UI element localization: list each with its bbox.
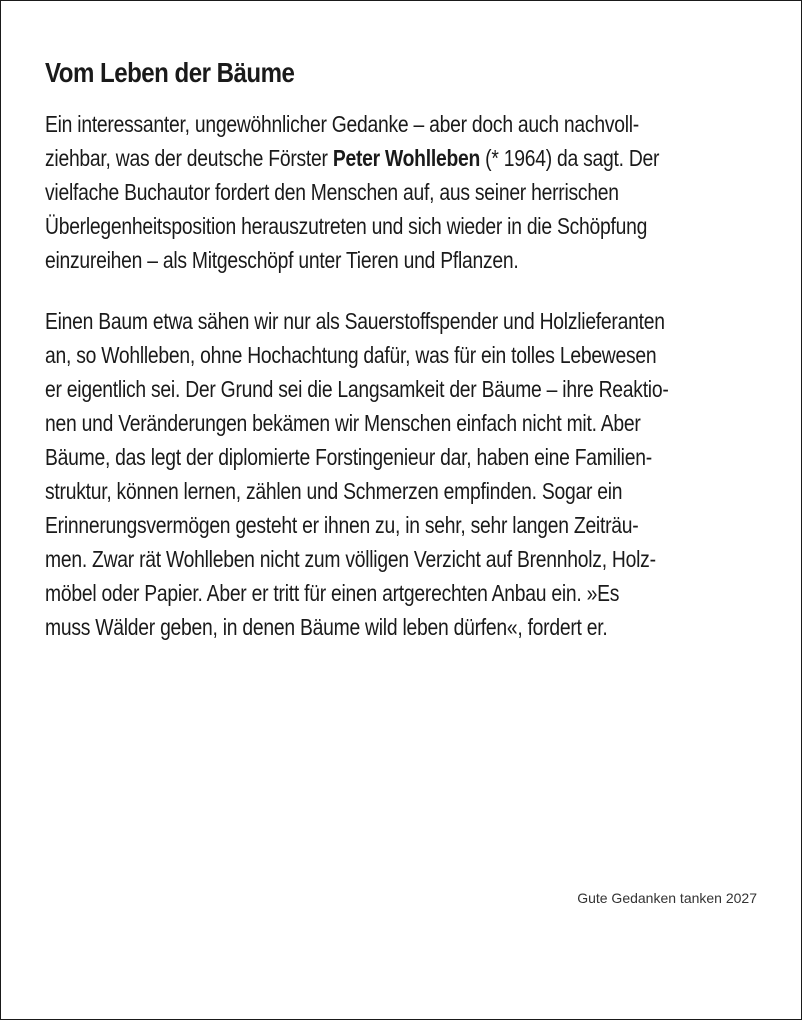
text-line: möbel oder Papier. Aber er tritt für einen artgerechten Anbau ein. »Es — [45, 580, 620, 606]
page-footer: Gute Gedanken tanken 2027 — [577, 890, 757, 906]
paragraph-main — [45, 304, 767, 644]
text-line: Ein interessanter, ungewöhnlicher Gedanke – aber doch auch nachvoll- — [45, 111, 639, 137]
text-line: einzureihen – als Mitgeschöpf unter Tieren und Pflanzen. — [45, 247, 519, 273]
text-line: an, so Wohlleben, ohne Hochachtung dafür, was für ein tolles Lebewesen — [45, 342, 657, 368]
page-title: Vom Leben der Bäume — [45, 57, 295, 88]
text-line: Erinnerungsvermögen gesteht er ihnen zu, in sehr, sehr langen Zeiträu- — [45, 512, 639, 538]
text-line — [45, 141, 767, 175]
text-line: Einen Baum etwa sähen wir nur als Sauerstoffspender und Holzlieferanten — [45, 308, 665, 334]
text-line: Überlegenheitsposition herauszutreten und sich wieder in die Schöpfung — [45, 213, 648, 239]
paragraph-intro — [45, 107, 767, 277]
text-line: muss Wälder geben, in denen Bäume wild leben dürfen«, fordert er. — [45, 614, 608, 640]
text-line: struktur, können lernen, zählen und Schmerzen empfinden. Sogar ein — [45, 478, 623, 504]
text-line: Bäume, das legt der diplomierte Forstingenieur dar, haben eine Familien- — [45, 444, 652, 470]
text-segment: (* 1964) da sagt. Der — [480, 145, 660, 171]
text-segment: ziehbar, was der deutsche Förster — [45, 145, 333, 171]
author-name: Peter Wohlleben — [332, 145, 481, 171]
text-line: nen und Veränderungen bekämen wir Menschen einfach nicht mit. Aber — [45, 410, 641, 436]
text-line: vielfache Buchautor fordert den Menschen auf, aus seiner herrischen — [45, 179, 619, 205]
text-line: er eigentlich sei. Der Grund sei die Langsamkeit der Bäume – ihre Reaktio- — [45, 376, 669, 402]
text-line: men. Zwar rät Wohlleben nicht zum völligen Verzicht auf Brennholz, Holz- — [45, 546, 656, 572]
